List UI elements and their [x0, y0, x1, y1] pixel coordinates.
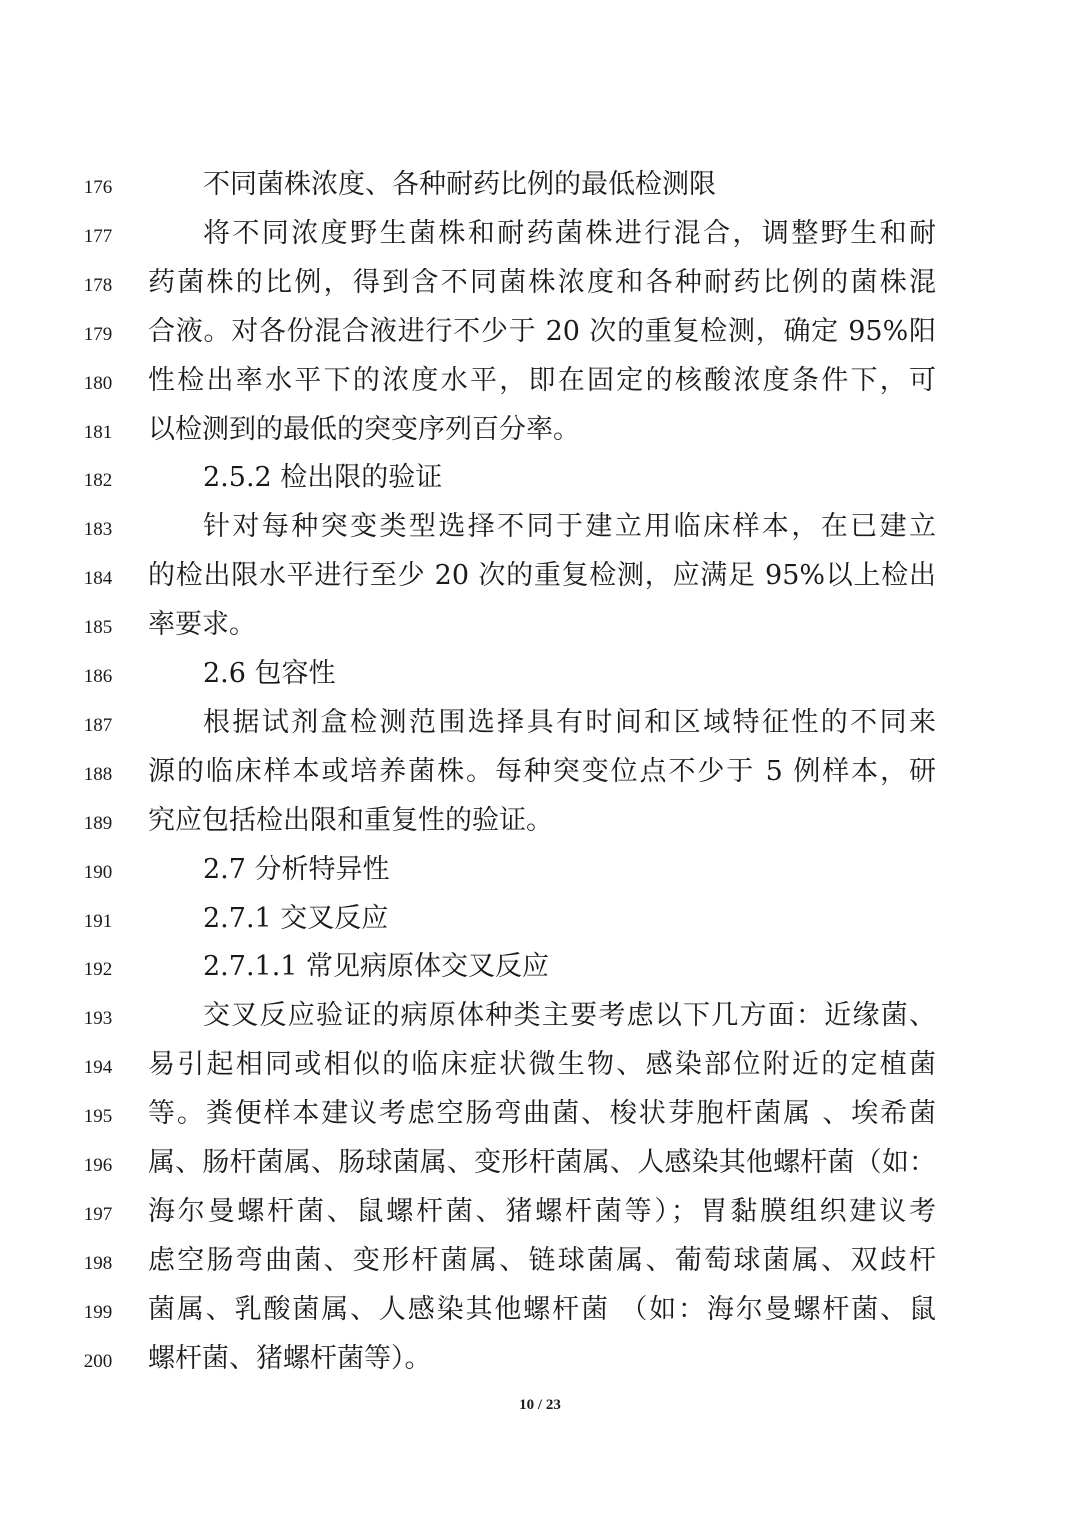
document-line [0, 410, 1080, 457]
document-line [0, 361, 1080, 408]
document-line [0, 654, 1080, 701]
line-text: 源的临床样本或培养菌株。每种突变位点不少于 5 例样本，研 [148, 755, 936, 787]
line-text: 虑空肠弯曲菌、变形杆菌属、链球菌属、葡萄球菌属、双歧杆 [148, 1244, 936, 1276]
line-number: 195 [83, 1106, 113, 1128]
line-text: 交叉反应验证的病原体种类主要考虑以下几方面：近缘菌、 [203, 1000, 936, 1032]
line-number: 186 [83, 666, 113, 687]
line-number: 189 [83, 812, 113, 834]
line-number: 191 [83, 910, 113, 932]
line-number: 196 [83, 1155, 113, 1176]
line-number: 187 [83, 714, 113, 736]
line-text: 的检出限水平进行至少 20 次的重复检测，应满足 95%以上检出 [148, 560, 936, 592]
line-number: 194 [83, 1057, 113, 1079]
line-text: 究应包括检出限和重复性的验证。 [148, 804, 553, 836]
line-text: 2.7 分析特异性 [203, 853, 390, 885]
document-line [0, 752, 1080, 799]
line-text: 海尔曼螺杆菌、鼠螺杆菌、猪螺杆菌等）；胃黏膜组织建议考 [148, 1195, 936, 1227]
document-line [0, 703, 1080, 750]
document-line [0, 458, 1080, 505]
line-text: 2.7.1.1 常见病原体交叉反应 [203, 951, 550, 983]
line-number: 179 [83, 323, 113, 345]
line-number: 198 [83, 1252, 113, 1274]
document-line [0, 899, 1080, 946]
line-text: 药菌株的比例，得到含不同菌株浓度和各种耐药比例的菌株混 [148, 266, 936, 298]
line-number: 177 [83, 225, 113, 247]
line-number: 200 [83, 1350, 113, 1372]
line-number: 193 [83, 1008, 113, 1030]
line-text: 2.7.1 交叉反应 [203, 902, 389, 934]
document-line [0, 1241, 1080, 1288]
document-line [0, 850, 1080, 897]
line-text: 2.6 包容性 [203, 658, 336, 689]
line-number: 180 [83, 372, 113, 394]
document-line [0, 1094, 1080, 1141]
document-line [0, 947, 1080, 994]
line-text: 螺杆菌、猪螺杆菌等）。 [148, 1342, 432, 1374]
line-text: 根据试剂盒检测范围选择具有时间和区域特征性的不同来 [203, 706, 936, 738]
line-text: 将不同浓度野生菌株和耐药菌株进行混合，调整野生和耐 [203, 217, 936, 249]
document-line [0, 996, 1080, 1043]
line-text: 易引起相同或相似的临床症状微生物、感染部位附近的定植菌 [148, 1049, 936, 1081]
document-line [0, 1339, 1080, 1386]
line-number: 192 [83, 959, 113, 981]
document-line [0, 1290, 1080, 1337]
line-number: 178 [83, 274, 113, 296]
document-line [0, 605, 1080, 652]
line-number: 184 [83, 568, 113, 590]
document-line [0, 263, 1080, 310]
line-number: 182 [83, 470, 113, 492]
line-number: 188 [83, 763, 113, 785]
line-text: 菌属、乳酸菌属、人感染其他螺杆菌 （如：海尔曼螺杆菌、鼠 [148, 1293, 936, 1325]
document-line [0, 1045, 1080, 1092]
line-text: 针对每种突变类型选择不同于建立用临床样本，在已建立 [203, 511, 936, 543]
line-text: 等。粪便样本建议考虑空肠弯曲菌、梭状芽胞杆菌属 、埃希菌 [148, 1098, 936, 1130]
line-number: 183 [83, 519, 113, 541]
line-number: 181 [83, 421, 113, 443]
line-number: 176 [83, 177, 113, 198]
line-text: 性检出率水平下的浓度水平，即在固定的核酸浓度条件下，可 [148, 364, 936, 396]
document-line [0, 214, 1080, 261]
line-text: 以检测到的最低的突变序列百分率。 [148, 413, 580, 445]
line-number: 199 [83, 1301, 113, 1323]
line-text: 属、肠杆菌属、肠球菌属、变形杆菌属、人感染其他螺杆菌（如： [148, 1147, 936, 1178]
page-number: 10 / 23 [519, 1397, 561, 1413]
document-line [0, 556, 1080, 603]
line-text: 2.5.2 检出限的验证 [203, 462, 443, 494]
line-number: 197 [83, 1203, 113, 1225]
document-line [0, 507, 1080, 554]
document-line [0, 165, 1080, 212]
document-line [0, 1192, 1080, 1239]
document-line [0, 312, 1080, 359]
line-text: 率要求。 [148, 609, 256, 641]
line-number: 190 [83, 861, 113, 883]
document-line [0, 1143, 1080, 1190]
document-line [0, 801, 1080, 848]
line-text: 不同菌株浓度、各种耐药比例的最低检测限 [203, 169, 716, 200]
line-number: 185 [83, 617, 113, 639]
line-text: 合液。对各份混合液进行不少于 20 次的重复检测，确定 95%阳 [148, 315, 936, 347]
